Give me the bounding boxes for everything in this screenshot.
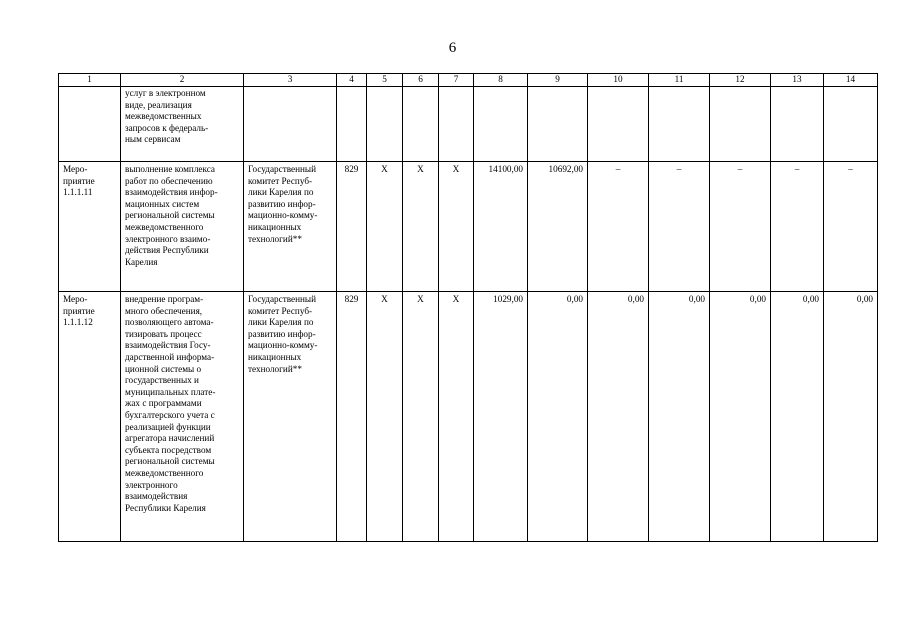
executor-cell <box>244 87 337 162</box>
activity-cell <box>59 87 121 162</box>
executor-cell: Государственный комитет Респуб- лики Карелия по развитию инфор- мационно-комму- никационных технологий** <box>244 292 337 542</box>
value-cell <box>528 87 588 162</box>
column-header: 10 <box>588 74 649 87</box>
column-header: 8 <box>474 74 528 87</box>
value-cell: 0,00 <box>528 292 588 542</box>
program-table <box>58 73 878 542</box>
page-number: 6 <box>448 40 457 56</box>
value-cell <box>649 87 710 162</box>
value-cell: 0,00 <box>771 292 824 542</box>
table-row <box>59 292 878 542</box>
column-header: 6 <box>403 74 439 87</box>
value-cell: – <box>649 162 710 292</box>
column-header: 11 <box>649 74 710 87</box>
value-cell: Х <box>403 162 439 292</box>
value-cell <box>771 87 824 162</box>
code-cell: 829 <box>337 162 367 292</box>
header-row <box>59 74 878 87</box>
value-cell: 1029,00 <box>474 292 528 542</box>
value-cell: – <box>710 162 771 292</box>
code-cell: 829 <box>337 292 367 542</box>
column-header: 14 <box>824 74 878 87</box>
value-cell <box>710 87 771 162</box>
value-cell: Х <box>367 162 403 292</box>
value-cell: 0,00 <box>649 292 710 542</box>
value-cell <box>403 87 439 162</box>
value-cell <box>474 87 528 162</box>
value-cell <box>367 87 403 162</box>
activity-cell: Меро- приятие 1.1.1.11 <box>59 162 121 292</box>
value-cell <box>439 87 474 162</box>
value-cell: Х <box>439 162 474 292</box>
column-header: 3 <box>244 74 337 87</box>
column-header: 7 <box>439 74 474 87</box>
column-header: 9 <box>528 74 588 87</box>
column-header: 1 <box>59 74 121 87</box>
value-cell: 14100,00 <box>474 162 528 292</box>
value-cell: 0,00 <box>588 292 649 542</box>
table-row <box>59 162 878 292</box>
value-cell: 0,00 <box>710 292 771 542</box>
activity-cell: Меро- приятие 1.1.1.12 <box>59 292 121 542</box>
column-header: 2 <box>121 74 244 87</box>
column-header: 13 <box>771 74 824 87</box>
table-row <box>59 87 878 162</box>
value-cell: Х <box>439 292 474 542</box>
value-cell: – <box>824 162 878 292</box>
executor-cell: Государственный комитет Респуб- лики Карелия по развитию инфор- мационно-комму- никационных технологий** <box>244 162 337 292</box>
column-header: 12 <box>710 74 771 87</box>
value-cell: 0,00 <box>824 292 878 542</box>
description-cell: выполнение комплекса работ по обеспечению взаимодействия инфор- мационных систем региональной системы межведомственного электронного взаимо- действия Республики Карелия <box>121 162 244 292</box>
description-cell: внедрение програм- много обеспечения, позволяющего автома- тизировать процесс взаимодействия Госу- дарственной информа- ционной системы о государственных и муниципальных плате- жах с программами бухгалтерского учета с реализацией функции агрегатора начислений субъекта посредством региональной системы межведомственного электронного взаимодействия Республики Карелия <box>121 292 244 542</box>
value-cell <box>824 87 878 162</box>
value-cell: Х <box>403 292 439 542</box>
value-cell: – <box>771 162 824 292</box>
code-cell <box>337 87 367 162</box>
column-header: 4 <box>337 74 367 87</box>
value-cell: – <box>588 162 649 292</box>
column-header: 5 <box>367 74 403 87</box>
value-cell: Х <box>367 292 403 542</box>
description-cell: услуг в электронном виде, реализация межведомственных запросов к федераль- ным сервисам <box>121 87 244 162</box>
value-cell <box>588 87 649 162</box>
value-cell: 10692,00 <box>528 162 588 292</box>
